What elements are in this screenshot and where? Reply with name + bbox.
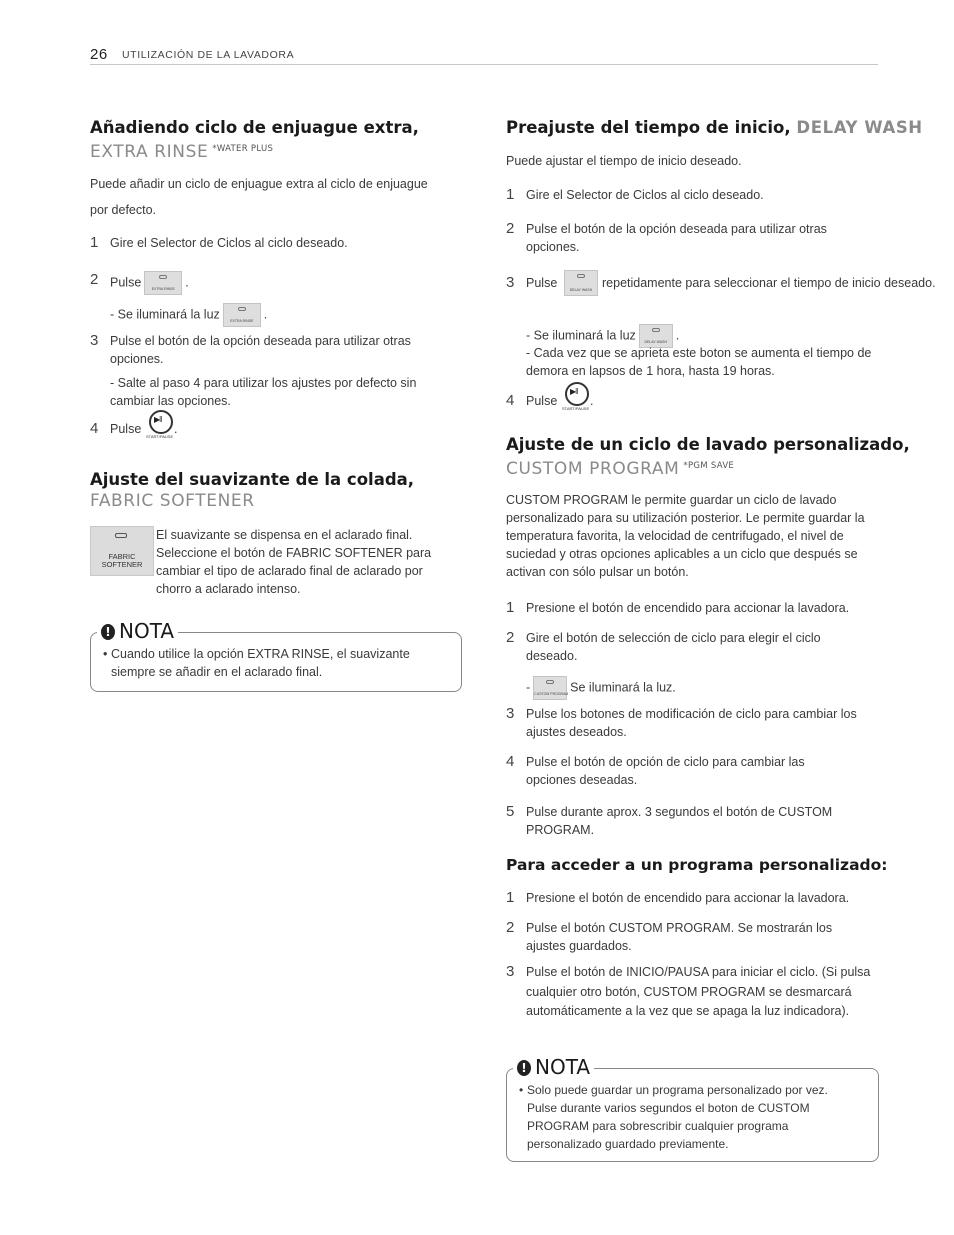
custom-step-5: 5 Pulse durante aprox. 3 segundos el botón de CUSTOM PROGRAM. (506, 803, 833, 837)
extra-rinse-light-icon: EXTRA RINSE (223, 303, 261, 327)
delay-wash-step-3: 3 Pulse DELAY WASH repetidamente para seleccionar el tiempo de inicio deseado. (506, 270, 878, 314)
water-plus-tag: *WATER PLUS (212, 144, 274, 154)
delay-wash-light-icon: DELAY WASH (639, 324, 673, 348)
custom-program-heading: Ajuste de un ciclo de lavado personalizado, (506, 435, 910, 454)
extra-rinse-intro-1: Puede añadir un ciclo de enjuague extra al ciclo de enjuague (90, 177, 428, 191)
fabric-softener-heading: Ajuste del suavizante de la colada, (90, 470, 415, 489)
access-step-3: 3 Pulse el botón de INICIO/PAUSA para iniciar el ciclo. (Si pulsa cualquier otro botón, CUSTOM PROGRAM se desmarcará automáticamente a la vez que se apaga la luz indicadora). (506, 963, 871, 1018)
custom-step-1: 1 Presione el botón de encendido para accionar la lavadora. (506, 599, 850, 616)
extra-rinse-subheading: EXTRA RINSE $^{*WATER PLUS}$ (90, 142, 274, 162)
warning-icon: ! (101, 624, 115, 640)
access-heading: Para acceder a un programa personalizado: (506, 856, 888, 874)
delay-wash-heading: Preajuste del tiempo de inicio, DELAY WASH (506, 118, 923, 137)
start-pause-icon: ▶‖ START/PAUSE (148, 410, 174, 440)
delay-wash-intro: Puede ajustar el tiempo de inicio deseado. (506, 154, 742, 168)
fabric-softener-button-icon: FABRIC SOFTENER (90, 526, 154, 576)
note-right-text: Solo puede guardar un programa personalizado por vez. Pulse durante varios segundos el boton de CUSTOM PROGRAM para sobrescribir cualquier programa personalizado guardado previamente. (527, 1083, 828, 1151)
fabric-softener-text: El suavizante se dispensa en el aclarado final. Seleccione el botón de FABRIC SOFTENER para cambiar el tipo de aclarado final de aclarado por chorro a aclarado intenso. (156, 528, 432, 596)
page-header (90, 46, 878, 65)
page-number: 26 (90, 46, 108, 63)
delay-wash-button-icon: DELAY WASH (564, 270, 598, 296)
extra-rinse-heading: Añadiendo ciclo de enjuague extra, (90, 118, 419, 137)
extra-rinse-step-3: 3 Pulse el botón de la opción deseada para utilizar otras opciones. (90, 332, 411, 366)
delay-wash-light-note: - Se iluminará la luz DELAY WASH . (526, 324, 679, 348)
extra-rinse-light-note: - Se iluminará la luz EXTRA RINSE . (110, 303, 267, 327)
custom-program-intro: CUSTOM PROGRAM le permite guardar un ciclo de lavado personalizado para su utilización posterior. Le permite guardar la temperatura favorita, la velocidad de centrifugado, el nivel de suciedad y otras opciones aplicables a un ciclo que después se activan con sólo pulsar un botón. (506, 493, 865, 579)
delay-wash-step-2: 2 Pulse el botón de la opción deseada para utilizar otras opciones. (506, 220, 827, 254)
access-step-1: 1 Presione el botón de encendido para accionar la lavadora. (506, 889, 850, 906)
warning-icon: ! (517, 1060, 531, 1076)
delay-wash-each-note: - Cada vez que se aprieta este boton se aumenta el tiempo de demora en lapsos de 1 hora, hasta 19 horas. (526, 346, 872, 378)
delay-wash-step-4: 4 Pulse ▶‖ START/PAUSE . (506, 382, 878, 414)
note-title-left: ! NOTA (97, 619, 178, 643)
custom-program-light-icon: CUSTOM PROGRAM (533, 676, 567, 700)
start-pause-icon: ▶‖ START/PAUSE (564, 382, 590, 412)
access-step-2: 2 Pulse el botón CUSTOM PROGRAM. Se mostrarán los ajustes guardados. (506, 919, 833, 953)
note-box-right: ! NOTA • Solo puede guardar un programa personalizado por vez. Pulse durante varios segundos el boton de CUSTOM PROGRAM para sobrescribir cualquier programa personalizado guardado previamente. (506, 1068, 879, 1162)
section-title: UTILIZACIÓN DE LA LAVADORA (122, 49, 295, 61)
custom-step-2: 2 Gire el botón de selección de ciclo para elegir el ciclo deseado. (506, 629, 821, 663)
extra-rinse-skip-note: - Salte al paso 4 para utilizar los ajustes por defecto sin cambiar las opciones. (110, 376, 417, 408)
pgm-save-tag: *PGM SAVE (683, 461, 735, 471)
extra-rinse-step-1: 1 Gire el Selector de Ciclos al ciclo deseado. (90, 234, 348, 251)
note-left-text: Cuando utilice la opción EXTRA RINSE, el suavizante siempre se añadir en el aclarado final. (111, 647, 410, 679)
delay-wash-step-1: 1 Gire el Selector de Ciclos al ciclo deseado. (506, 186, 764, 203)
custom-light-note: - CUSTOM PROGRAM Se iluminará la luz. (526, 676, 676, 700)
extra-rinse-button-icon: EXTRA RINSE (144, 271, 182, 295)
note-title-right: ! NOTA (513, 1055, 594, 1079)
custom-step-3: 3 Pulse los botones de modificación de ciclo para cambiar los ajustes deseados. (506, 705, 857, 739)
extra-rinse-step-2: 2 Pulse EXTRA RINSE . (90, 268, 462, 292)
extra-rinse-step-4: 4 Pulse ▶‖ START/PAUSE . (90, 410, 462, 442)
fabric-softener-subheading: FABRIC SOFTENER (90, 491, 255, 511)
custom-step-4: 4 Pulse el botón de opción de ciclo para cambiar las opciones deseadas. (506, 753, 805, 787)
custom-program-subheading: CUSTOM PROGRAM $^{*PGM SAVE}$ (506, 459, 735, 479)
extra-rinse-intro-2: por defecto. (90, 203, 157, 217)
note-box-left: ! NOTA • Cuando utilice la opción EXTRA RINSE, el suavizante siempre se añadir en el aclarado final. (90, 632, 462, 692)
